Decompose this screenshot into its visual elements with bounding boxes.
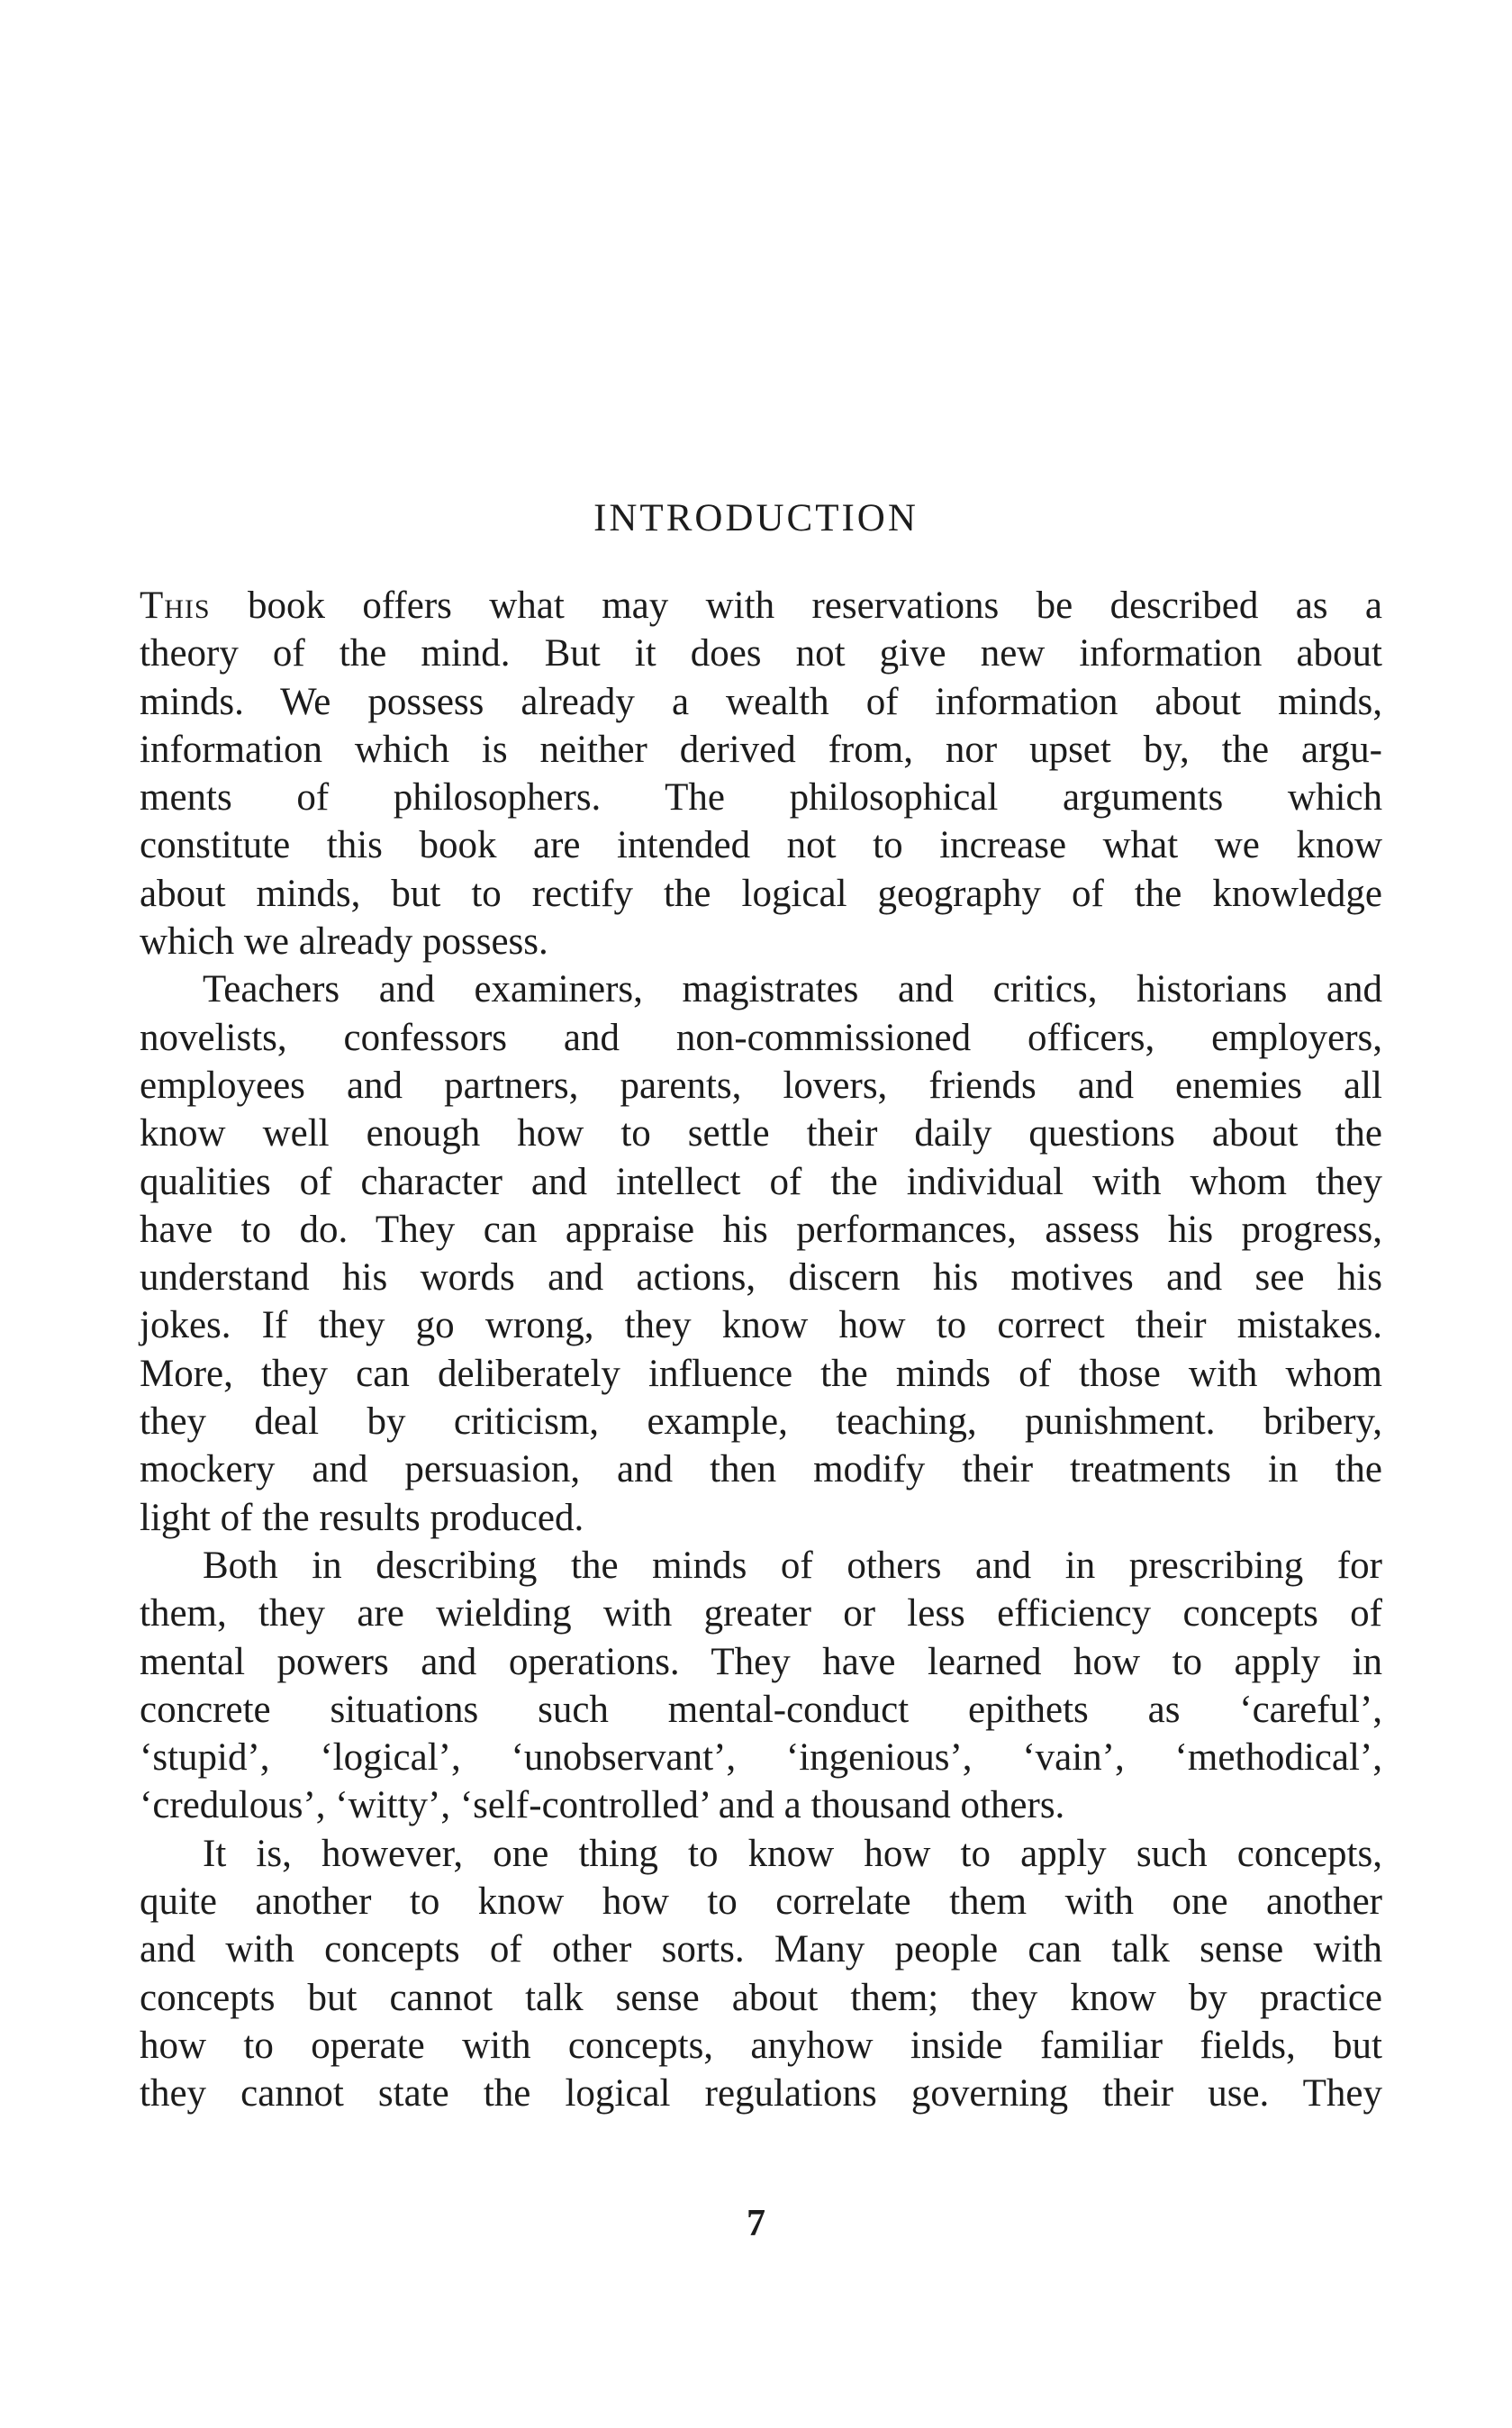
text-line: know well enough how to settle their daily questions about the <box>140 1112 1382 1155</box>
text-line: ‘credulous’, ‘witty’, ‘self-controlled’ and a thousand others. <box>140 1784 1065 1827</box>
page-number: 7 <box>747 2203 765 2244</box>
body-text <box>140 582 1382 2118</box>
text-line: them, they are wielding with greater or less efficiency concepts of <box>140 1592 1382 1635</box>
text-line: Both in describing the minds of others and in prescribing for <box>203 1544 1382 1587</box>
text-line: ments of philosophers. The philosophical arguments which <box>140 776 1382 820</box>
text-line: theory of the mind. But it does not give new information about <box>140 632 1382 675</box>
text-line: minds. We possess already a wealth of information about minds, <box>140 680 1382 723</box>
text-line: which we already possess. <box>140 920 548 964</box>
paragraph-3 <box>140 1542 1382 1830</box>
text-line: information which is neither derived from, nor upset by, the argu- <box>140 728 1382 771</box>
text-line: mockery and persuasion, and then modify their treatments in the <box>140 1448 1382 1491</box>
paragraph-4 <box>140 1830 1382 2118</box>
text-line: constitute this book are intended not to increase what we know <box>140 824 1382 867</box>
paragraph-2 <box>140 965 1382 1542</box>
text-line: employees and partners, parents, lovers, friends and enemies all <box>140 1064 1382 1107</box>
text-line: mental powers and operations. They have learned how to apply in <box>140 1640 1382 1683</box>
text-line: understand his words and actions, discern his motives and see his <box>140 1256 1382 1300</box>
text-line: about minds, but to rectify the logical geography of the knowledge <box>140 872 1382 915</box>
text-line: jokes. If they go wrong, they know how to correct their mistakes. <box>140 1304 1382 1347</box>
paragraph-1 <box>140 582 1382 965</box>
text-line: they cannot state the logical regulations governing their use. They <box>140 2072 1382 2115</box>
text-line: have to do. They can appraise his performances, assess his progress, <box>140 1208 1382 1251</box>
text-line: and with concepts of other sorts. Many people can talk sense with <box>140 1928 1382 1971</box>
text-line: they deal by criticism, example, teaching, punishment. bribery, <box>140 1400 1382 1444</box>
text-line: More, they can deliberately influence the minds of those with whom <box>140 1352 1382 1395</box>
text-line: It is, however, one thing to know how to apply such concepts, <box>203 1832 1382 1875</box>
text-line: qualities of character and intellect of the individual with whom they <box>140 1160 1382 1203</box>
text-line: Teachers and examiners, magistrates and critics, historians and <box>203 968 1382 1011</box>
drop-word: This <box>140 584 211 627</box>
text-line: This book offers what may with reservations be described as a <box>140 584 1382 627</box>
text-line: concepts but cannot talk sense about them; they know by practice <box>140 1976 1382 2019</box>
text-line: novelists, confessors and non-commissioned officers, employers, <box>140 1016 1382 1059</box>
text-line: ‘stupid’, ‘logical’, ‘unobservant’, ‘ingenious’, ‘vain’, ‘methodical’, <box>140 1736 1382 1780</box>
text-line: how to operate with concepts, anyhow inside familiar fields, but <box>140 2024 1382 2067</box>
chapter-heading: INTRODUCTION <box>593 497 919 539</box>
text-line: concrete situations such mental-conduct epithets as ‘careful’, <box>140 1688 1382 1731</box>
text-line: quite another to know how to correlate them with one another <box>140 1880 1382 1924</box>
text-line: light of the results produced. <box>140 1496 584 1539</box>
